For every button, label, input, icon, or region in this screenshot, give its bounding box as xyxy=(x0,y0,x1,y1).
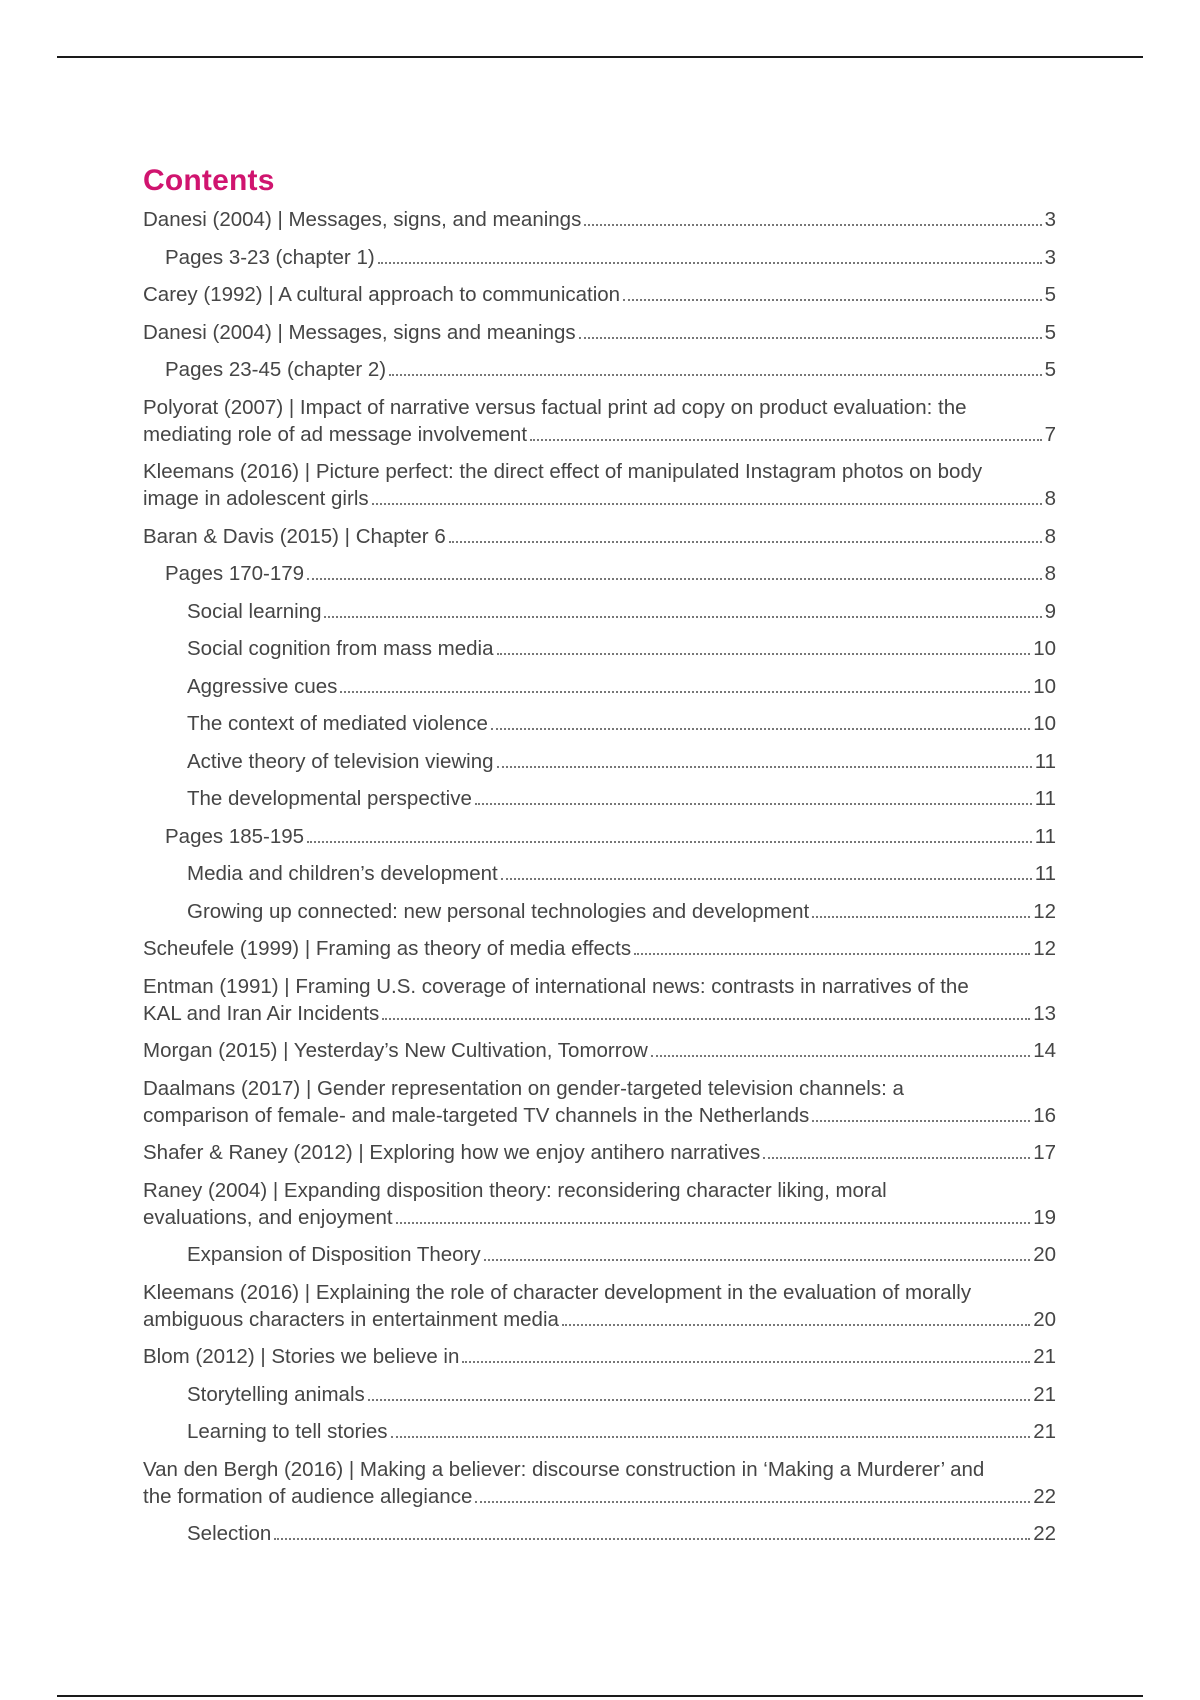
toc-entry-text: Danesi (2004) | Messages, signs and meanings xyxy=(143,320,576,344)
toc-page-number: 10 xyxy=(1033,712,1056,735)
toc-entry[interactable] xyxy=(143,319,1056,346)
toc-page-number: 19 xyxy=(1033,1205,1056,1229)
toc-entry-text-line2: mediating role of ad message involvement xyxy=(143,422,528,446)
toc-entry-text: Shafer & Raney (2012) | Exploring how we enjoy antihero narratives xyxy=(143,1141,761,1164)
toc-entry[interactable] xyxy=(143,1241,1056,1268)
toc-entry-text-line2: ambiguous characters in entertainment media xyxy=(143,1307,559,1331)
toc-entry-text: Storytelling animals xyxy=(187,1382,365,1406)
toc-page-number: 5 xyxy=(1044,358,1056,381)
toc-entry-text: Media and children’s development xyxy=(187,862,498,885)
toc-entry-text: Pages 23-45 (chapter 2) xyxy=(165,358,387,381)
toc-page-number: 11 xyxy=(1034,862,1056,885)
dot-leader xyxy=(307,578,1042,580)
dot-leader xyxy=(274,1538,1030,1540)
dot-leader xyxy=(396,1222,1031,1224)
toc-entry[interactable] xyxy=(143,1456,1056,1510)
footer-rule xyxy=(57,1695,1143,1697)
toc-page-number: 21 xyxy=(1033,1382,1056,1406)
dot-leader xyxy=(812,1120,1030,1122)
toc-entry-text: Active theory of television viewing xyxy=(187,749,494,773)
toc-entry-text: Selection xyxy=(187,1522,272,1545)
toc-page-number: 5 xyxy=(1044,283,1056,306)
toc-page-number: 9 xyxy=(1044,599,1056,623)
toc-entry[interactable] xyxy=(143,898,1056,925)
toc-page-number: 3 xyxy=(1044,208,1056,231)
toc-entry-text: The context of mediated violence xyxy=(187,712,488,735)
toc-entry[interactable] xyxy=(143,394,1056,448)
dot-leader xyxy=(651,1055,1030,1057)
toc-entry-text-line2: comparison of female- and male-targeted TV channels in the Netherlands xyxy=(143,1103,810,1127)
toc-page-number: 22 xyxy=(1033,1484,1056,1508)
dot-leader xyxy=(634,953,1030,955)
toc-entry[interactable] xyxy=(143,1520,1056,1547)
toc-page-number: 14 xyxy=(1033,1039,1056,1062)
dot-leader xyxy=(462,1361,1030,1363)
header-rule xyxy=(57,56,1143,58)
toc-entry-text: Pages 185-195 xyxy=(165,824,305,848)
dot-leader xyxy=(340,691,1030,693)
dot-leader xyxy=(623,299,1042,301)
toc-page-number: 11 xyxy=(1034,824,1056,848)
toc-entry-text: Baran & Davis (2015) | Chapter 6 xyxy=(143,524,446,548)
toc-title: Contents xyxy=(143,164,275,197)
toc-entry[interactable] xyxy=(143,458,1056,512)
toc-page-number: 16 xyxy=(1033,1103,1056,1127)
dot-leader xyxy=(368,1399,1030,1401)
dot-leader xyxy=(324,616,1041,618)
toc-page-number: 7 xyxy=(1044,422,1056,446)
toc-page-number: 12 xyxy=(1033,937,1056,960)
toc-entry[interactable] xyxy=(143,1075,1056,1129)
toc-entry-text: Social cognition from mass media xyxy=(187,637,494,660)
dot-leader xyxy=(491,728,1030,730)
toc-entry[interactable] xyxy=(143,1381,1056,1408)
toc-entry-text-line1: Van den Bergh (2016) | Making a believer: discourse construction in ‘Making a Murderer’ and xyxy=(143,1457,985,1481)
dot-leader xyxy=(391,1436,1031,1438)
toc-page-number: 11 xyxy=(1034,749,1056,773)
toc-page-number: 5 xyxy=(1044,320,1056,344)
toc-entry-text-line1: Raney (2004) | Expanding disposition theory: reconsidering character liking, moral xyxy=(143,1178,887,1202)
dot-leader xyxy=(484,1259,1031,1261)
toc-entry-text: Growing up connected: new personal technologies and development xyxy=(187,899,810,923)
dot-leader xyxy=(307,841,1032,843)
toc-entry-text: The developmental perspective xyxy=(187,787,472,810)
dot-leader xyxy=(475,1501,1030,1503)
toc-entry[interactable] xyxy=(143,356,1056,383)
toc-entry[interactable] xyxy=(143,1177,1056,1231)
toc-entry-text-line1: Daalmans (2017) | Gender representation on gender-targeted television channels: a xyxy=(143,1076,904,1100)
table-of-contents xyxy=(143,206,1056,1558)
toc-entry[interactable] xyxy=(143,598,1056,625)
toc-page-number: 21 xyxy=(1033,1345,1056,1368)
toc-entry-text: Scheufele (1999) | Framing as theory of media effects xyxy=(143,937,632,960)
toc-entry-text: Expansion of Disposition Theory xyxy=(187,1243,481,1266)
toc-entry-text: Learning to tell stories xyxy=(187,1420,388,1443)
toc-entry[interactable] xyxy=(143,1343,1056,1370)
toc-entry[interactable] xyxy=(143,206,1056,233)
dot-leader xyxy=(812,916,1030,918)
dot-leader xyxy=(497,766,1032,768)
dot-leader xyxy=(449,541,1042,543)
toc-page-number: 3 xyxy=(1044,245,1056,269)
dot-leader xyxy=(497,653,1031,655)
toc-entry-text-line1: Kleemans (2016) | Explaining the role of character development in the evaluation of morally xyxy=(143,1280,972,1304)
toc-page-number: 8 xyxy=(1044,487,1056,510)
toc-page-number: 21 xyxy=(1033,1420,1056,1443)
toc-entry[interactable] xyxy=(143,281,1056,308)
dot-leader xyxy=(562,1324,1030,1326)
toc-entry-text: Morgan (2015) | Yesterday’s New Cultivation, Tomorrow xyxy=(143,1039,648,1062)
toc-entry[interactable] xyxy=(143,935,1056,962)
dot-leader xyxy=(372,503,1042,505)
toc-entry[interactable] xyxy=(143,1139,1056,1166)
toc-entry[interactable] xyxy=(143,523,1056,550)
toc-entry[interactable] xyxy=(143,1279,1056,1333)
toc-entry-text-line2: KAL and Iran Air Incidents xyxy=(143,1001,380,1025)
dot-leader xyxy=(378,262,1042,264)
toc-entry-text: Carey (1992) | A cultural approach to communication xyxy=(143,283,621,306)
dot-leader xyxy=(382,1018,1030,1020)
toc-entry-text: Pages 170-179 xyxy=(165,562,305,585)
toc-entry-text-line1: Kleemans (2016) | Picture perfect: the direct effect of manipulated Instagram photos on body xyxy=(143,460,983,483)
toc-page-number: 17 xyxy=(1033,1141,1056,1164)
toc-page-number: 10 xyxy=(1033,637,1056,660)
toc-page-number: 22 xyxy=(1033,1522,1056,1545)
dot-leader xyxy=(501,878,1032,880)
toc-page-number: 8 xyxy=(1044,524,1056,548)
toc-page-number: 20 xyxy=(1033,1243,1056,1266)
toc-entry-text: Aggressive cues xyxy=(187,674,338,698)
toc-entry-text: Social learning xyxy=(187,599,322,623)
toc-entry[interactable] xyxy=(143,244,1056,271)
toc-entry-text-line2: the formation of audience allegiance xyxy=(143,1484,473,1508)
dot-leader xyxy=(389,374,1042,376)
toc-entry[interactable] xyxy=(143,860,1056,887)
toc-page-number: 12 xyxy=(1033,899,1056,923)
toc-entry-text: Danesi (2004) | Messages, signs, and meanings xyxy=(143,208,582,231)
toc-entry[interactable] xyxy=(143,710,1056,737)
toc-entry-text: Blom (2012) | Stories we believe in xyxy=(143,1345,460,1368)
toc-entry[interactable] xyxy=(143,560,1056,587)
toc-page-number: 10 xyxy=(1033,674,1056,698)
dot-leader xyxy=(584,224,1041,226)
toc-page-number: 8 xyxy=(1044,562,1056,585)
dot-leader xyxy=(475,803,1032,805)
toc-entry[interactable] xyxy=(143,673,1056,700)
dot-leader xyxy=(763,1157,1030,1159)
toc-entry[interactable] xyxy=(143,823,1056,850)
toc-entry[interactable] xyxy=(143,1418,1056,1445)
toc-entry-text-line2: evaluations, and enjoyment xyxy=(143,1205,393,1229)
toc-entry[interactable] xyxy=(143,785,1056,812)
dot-leader xyxy=(530,439,1042,441)
dot-leader xyxy=(579,337,1042,339)
toc-entry-text-line2: image in adolescent girls xyxy=(143,487,369,510)
toc-entry[interactable] xyxy=(143,973,1056,1027)
toc-entry-text-line1: Entman (1991) | Framing U.S. coverage of international news: contrasts in narratives of the xyxy=(143,974,969,998)
toc-page-number: 13 xyxy=(1033,1001,1056,1025)
toc-entry[interactable] xyxy=(143,635,1056,662)
toc-entry[interactable] xyxy=(143,748,1056,775)
toc-entry-text-line1: Polyorat (2007) | Impact of narrative versus factual print ad copy on product evaluation: the xyxy=(143,395,967,419)
toc-page-number: 11 xyxy=(1034,787,1056,810)
toc-page-number: 20 xyxy=(1033,1307,1056,1331)
toc-entry-text: Pages 3-23 (chapter 1) xyxy=(165,245,375,269)
toc-entry[interactable] xyxy=(143,1037,1056,1064)
